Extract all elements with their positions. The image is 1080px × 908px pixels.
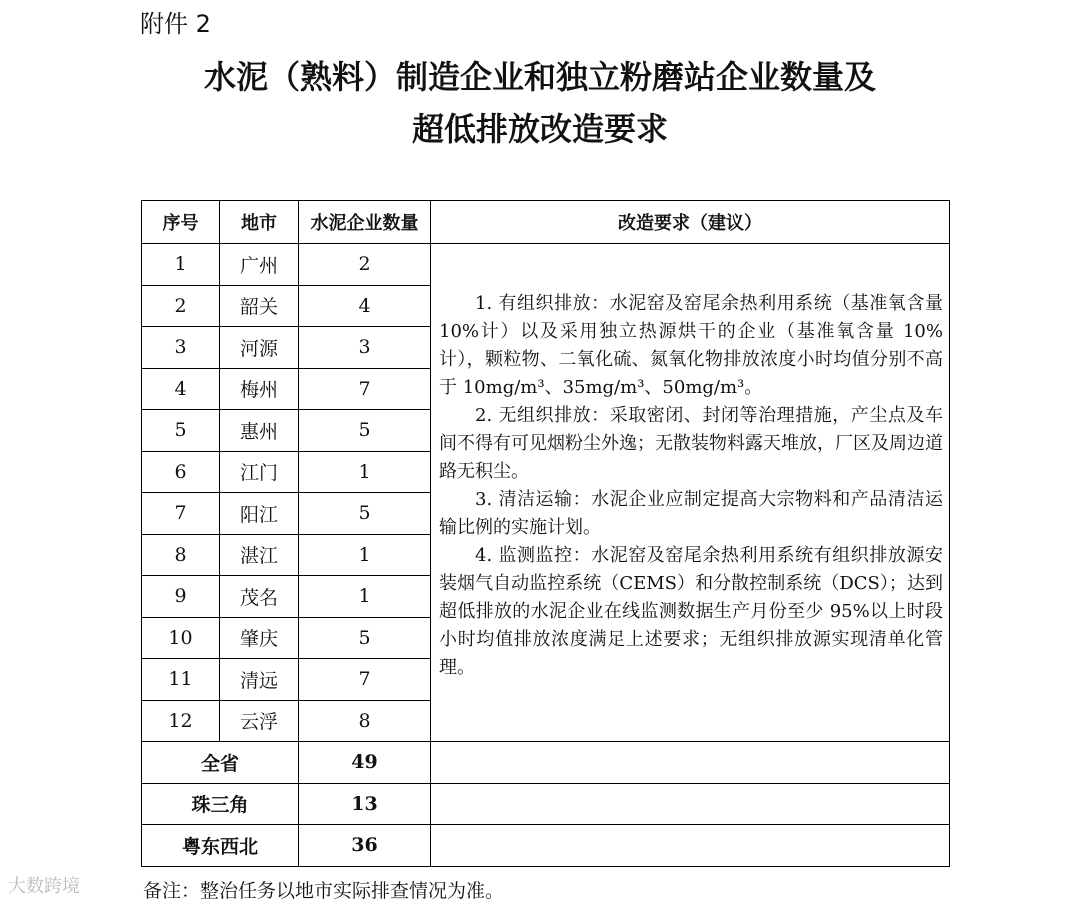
summary-row bbox=[142, 783, 950, 825]
attachment-label: 附件 2 bbox=[140, 10, 211, 38]
watermark: 大数跨境 bbox=[8, 876, 80, 897]
requirement-item: 2. 无组织排放：采取密闭、封闭等治理措施，产尘点及车间不得有可见烟粉尘外逸；无散装物料露天堆放，厂区及周边道路无积尘。 bbox=[439, 405, 943, 482]
footnote: 备注：整治任务以地市实际排查情况为准。 bbox=[143, 880, 505, 902]
summary-label: 粤东西北 bbox=[142, 825, 299, 867]
row-city: 湛江 bbox=[220, 534, 299, 576]
requirement-item: 3. 清洁运输：水泥企业应制定提高大宗物料和产品清洁运输比例的实施计划。 bbox=[439, 489, 943, 538]
row-no: 7 bbox=[142, 493, 220, 535]
summary-label: 珠三角 bbox=[142, 783, 299, 825]
requirements-cell bbox=[431, 244, 950, 742]
row-count: 1 bbox=[299, 451, 431, 493]
empty-cell bbox=[431, 783, 950, 825]
empty-cell bbox=[431, 742, 950, 784]
row-city: 梅州 bbox=[220, 368, 299, 410]
row-city: 河源 bbox=[220, 327, 299, 369]
row-count: 7 bbox=[299, 368, 431, 410]
summary-row bbox=[142, 825, 950, 867]
row-count: 5 bbox=[299, 410, 431, 452]
row-city: 韶关 bbox=[220, 285, 299, 327]
row-count: 4 bbox=[299, 285, 431, 327]
row-no: 8 bbox=[142, 534, 220, 576]
title-line-1: 水泥（熟料）制造企业和独立粉磨站企业数量及 bbox=[203, 58, 876, 96]
row-no: 2 bbox=[142, 285, 220, 327]
row-no: 4 bbox=[142, 368, 220, 410]
requirement-item: 4. 监测监控：水泥窑及窑尾余热利用系统有组织排放源安装烟气自动监控系统（CEMS）和分散控制系统（DCS）；达到超低排放的水泥企业在线监测数据生产月份至少 95%以上时段小时均值排放浓度满足上述要求；无组织排放源实现清单化管理。 bbox=[439, 545, 943, 678]
row-no: 9 bbox=[142, 576, 220, 618]
title-line-2: 超低排放改造要求 bbox=[411, 110, 668, 148]
row-count: 2 bbox=[299, 244, 431, 286]
row-count: 1 bbox=[299, 534, 431, 576]
row-count: 5 bbox=[299, 493, 431, 535]
row-no: 11 bbox=[142, 659, 220, 701]
row-count: 1 bbox=[299, 576, 431, 618]
row-count: 5 bbox=[299, 617, 431, 659]
row-no: 3 bbox=[142, 327, 220, 369]
table-header-row bbox=[142, 201, 950, 244]
summary-row bbox=[142, 742, 950, 784]
requirement-item: 1. 有组织排放：水泥窑及窑尾余热利用系统（基准氧含量 10%计）以及采用独立热源烘干的企业（基准氧含量 10%计），颗粒物、二氧化硫、氮氧化物排放浓度小时均值分别不高于 10mg/m³、35mg/m³、50mg/m³。 bbox=[439, 293, 943, 398]
header-city: 地市 bbox=[220, 201, 299, 244]
summary-count: 49 bbox=[299, 742, 431, 784]
summary-label: 全省 bbox=[142, 742, 299, 784]
row-city: 肇庆 bbox=[220, 617, 299, 659]
row-city: 茂名 bbox=[220, 576, 299, 618]
row-no: 6 bbox=[142, 451, 220, 493]
empty-cell bbox=[431, 825, 950, 867]
row-no: 12 bbox=[142, 700, 220, 742]
row-city: 云浮 bbox=[220, 700, 299, 742]
row-no: 10 bbox=[142, 617, 220, 659]
row-city: 阳江 bbox=[220, 493, 299, 535]
row-no: 1 bbox=[142, 244, 220, 286]
summary-count: 36 bbox=[299, 825, 431, 867]
row-city: 惠州 bbox=[220, 410, 299, 452]
table-row bbox=[142, 244, 950, 286]
row-count: 3 bbox=[299, 327, 431, 369]
cement-enterprise-table bbox=[141, 200, 950, 867]
row-no: 5 bbox=[142, 410, 220, 452]
header-count: 水泥企业数量 bbox=[299, 201, 431, 244]
row-city: 清远 bbox=[220, 659, 299, 701]
row-city: 江门 bbox=[220, 451, 299, 493]
header-requirements: 改造要求（建议） bbox=[431, 201, 950, 244]
header-no: 序号 bbox=[142, 201, 220, 244]
summary-count: 13 bbox=[299, 783, 431, 825]
row-count: 7 bbox=[299, 659, 431, 701]
row-city: 广州 bbox=[220, 244, 299, 286]
row-count: 8 bbox=[299, 700, 431, 742]
